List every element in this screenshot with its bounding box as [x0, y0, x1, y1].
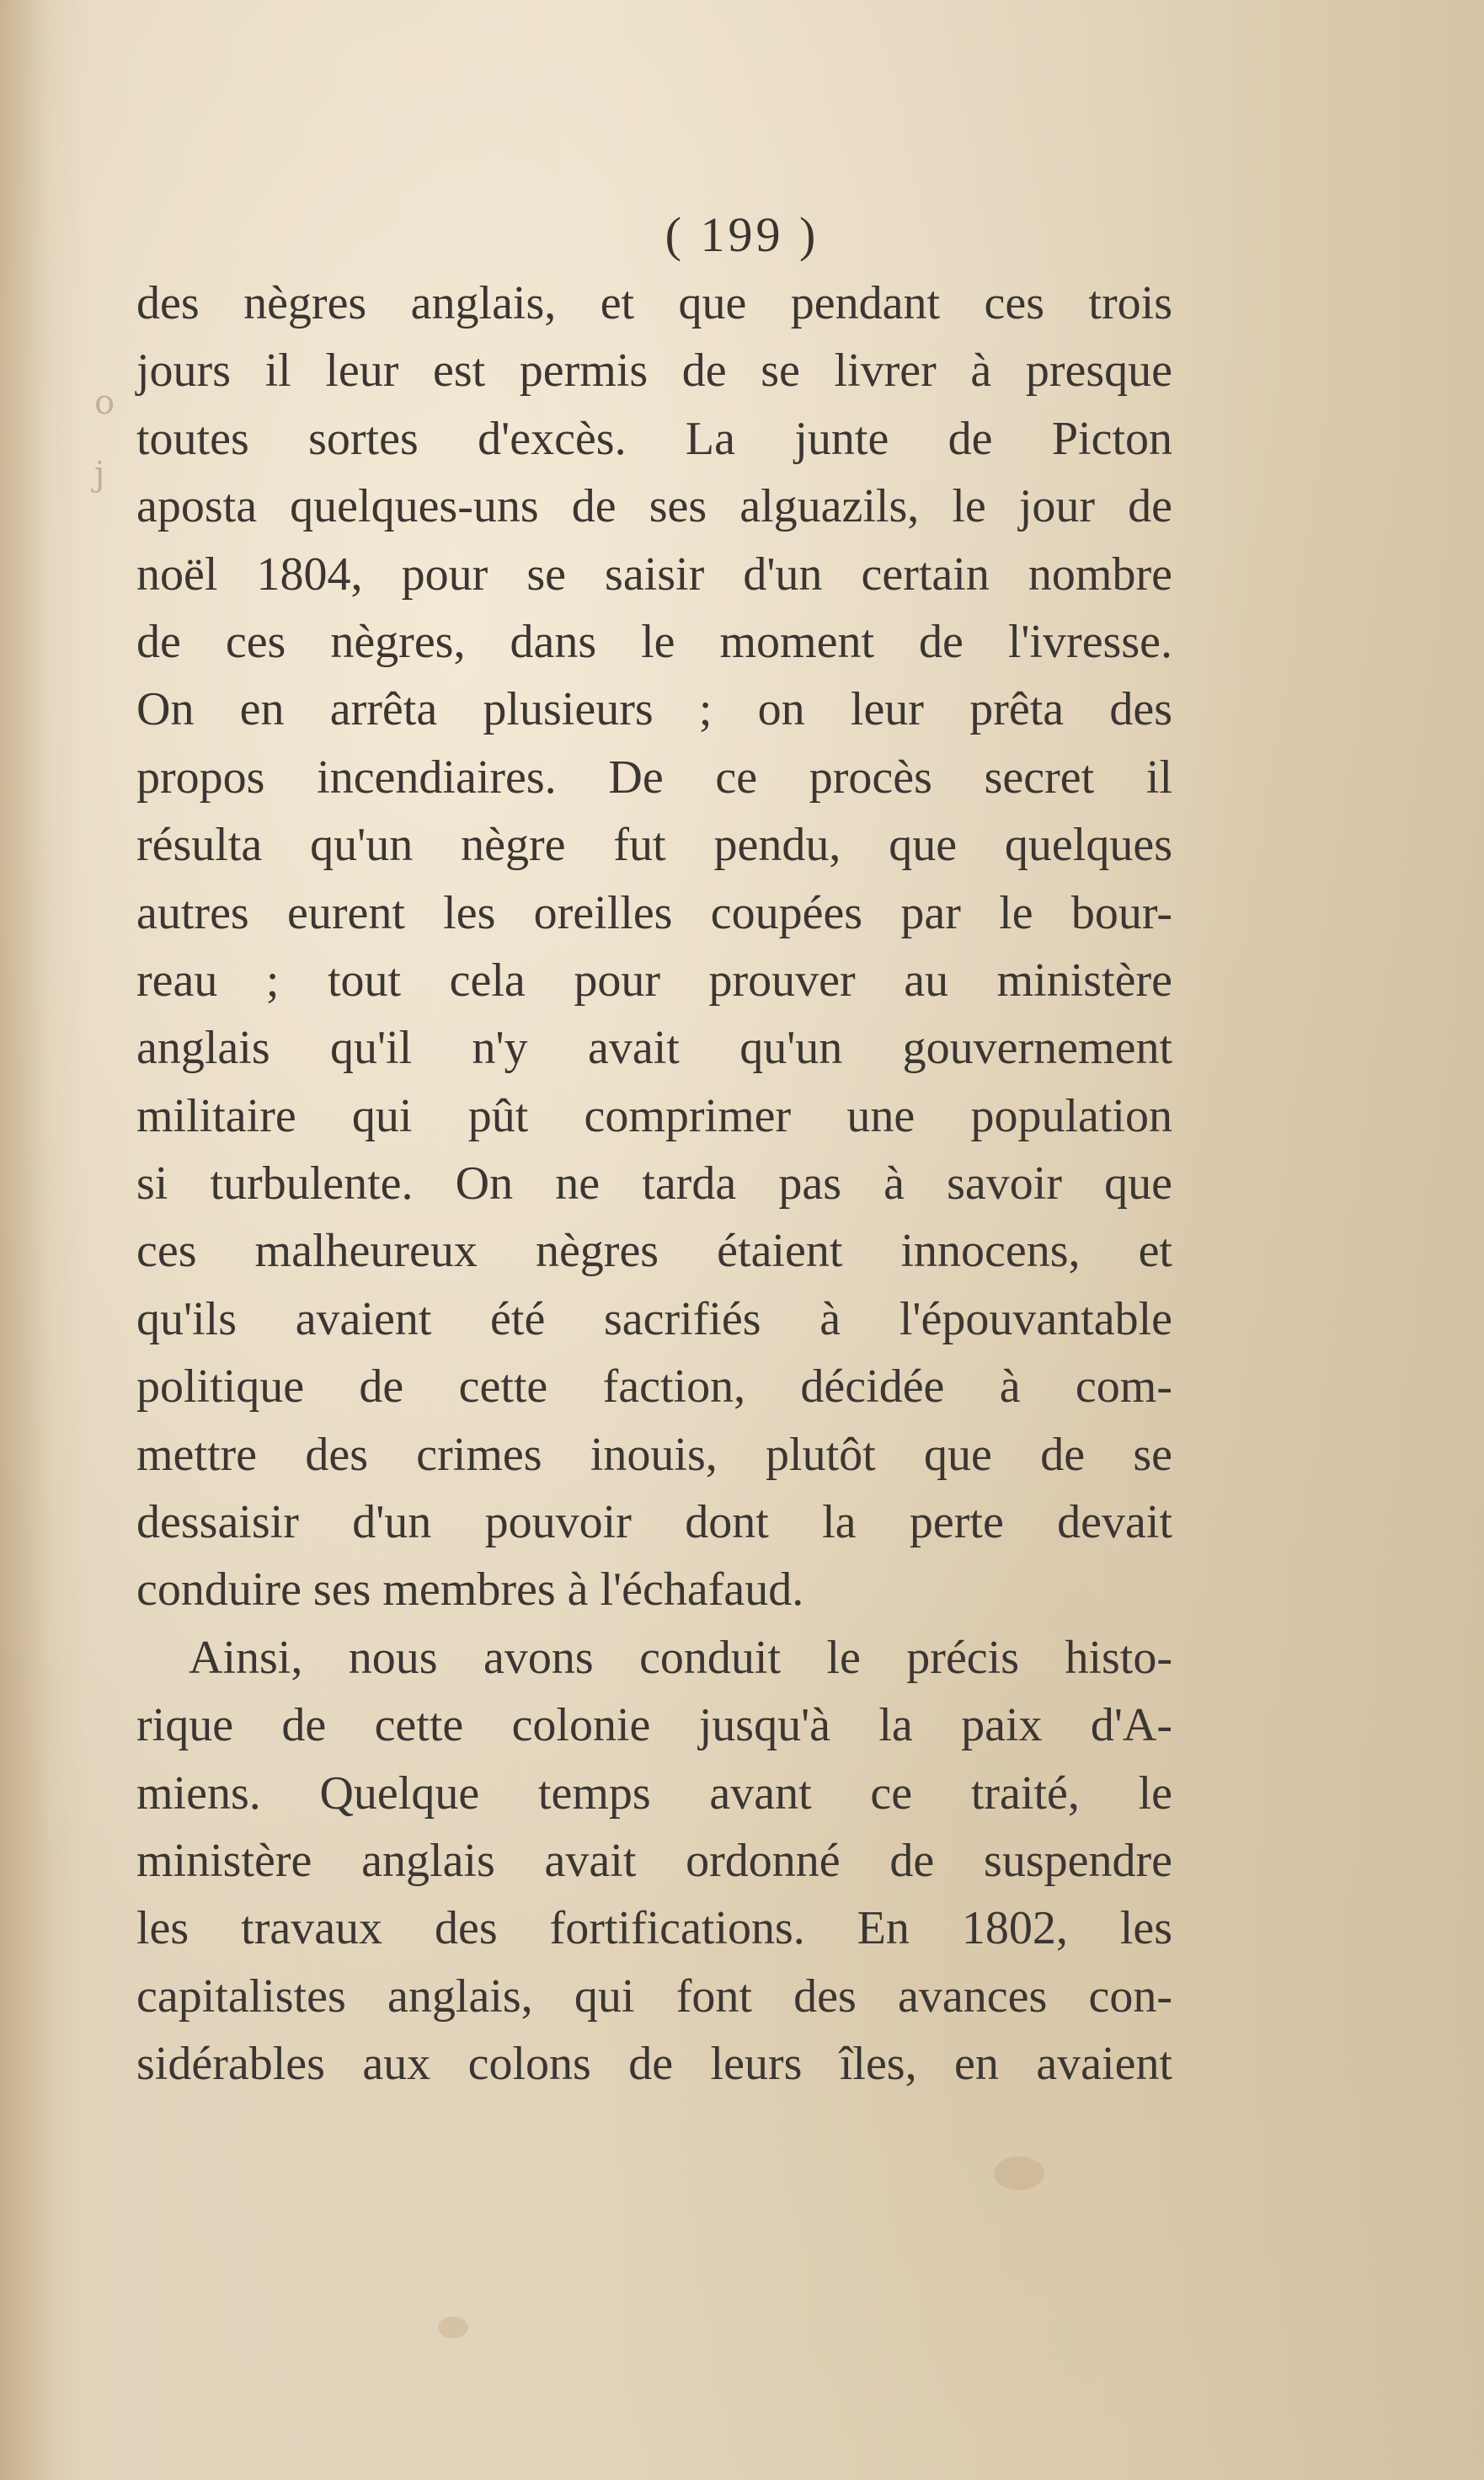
text-line: jours il leur est permis de se livrer à presque [136, 345, 1172, 398]
text-line: toutes sortes d'excès. La junte de Picton [136, 412, 1172, 465]
text-line: aposta quelques-uns de ses alguazils, le jour de [136, 480, 1172, 533]
text-line: si turbulente. On ne tarda pas à savoir que [136, 1157, 1172, 1211]
body-text [136, 270, 1172, 2098]
paragraph [136, 1624, 1172, 2098]
text-line: noël 1804, pour se saisir d'un certain nombre [136, 548, 1172, 601]
foxing-spot [994, 2157, 1044, 2190]
text-line: sidérables aux colons de leurs îles, en avaient [136, 2038, 1172, 2091]
text-line: propos incendiaires. De ce procès secret il [136, 751, 1172, 804]
text-line: ces malheureux nègres étaient innocens, et [136, 1225, 1172, 1278]
text-line: Ainsi, nous avons conduit le précis histo- [189, 1631, 1172, 1684]
bleed-through-mark: o [94, 383, 115, 422]
text-line: capitalistes anglais, qui font des avances con- [136, 1970, 1172, 2023]
text-line: militaire qui pût comprimer une population [136, 1089, 1172, 1142]
bleed-through-mark: j [94, 455, 105, 494]
text-line: rique de cette colonie jusqu'à la paix d'A- [136, 1699, 1172, 1752]
paragraph [136, 270, 1172, 1624]
text-line: reau ; tout cela pour prouver au ministère [136, 954, 1172, 1007]
text-line: ministère anglais avait ordonné de suspendre [136, 1834, 1172, 1887]
page-number: ( 199 ) [665, 207, 819, 262]
text-line: conduire ses membres à l'échafaud. [136, 1563, 804, 1617]
text-line: dessaisir d'un pouvoir dont la perte devait [136, 1496, 1172, 1549]
text-line: de ces nègres, dans le moment de l'ivresse. [136, 615, 1172, 668]
text-line: les travaux des fortifications. En 1802, les [136, 1902, 1172, 1955]
text-line: miens. Quelque temps avant ce traité, le [136, 1766, 1172, 1820]
text-line: On en arrêta plusieurs ; on leur prêta des [136, 683, 1172, 736]
text-line: anglais qu'il n'y avait qu'un gouvernement [136, 1022, 1172, 1075]
text-line: politique de cette faction, décidée à com- [136, 1360, 1172, 1414]
text-line: des nègres anglais, et que pendant ces trois [136, 277, 1172, 329]
page-edge-shadow [0, 0, 51, 2480]
text-line: autres eurent les oreilles coupées par le bour- [136, 886, 1172, 939]
foxing-spot [438, 2317, 468, 2338]
text-line: mettre des crimes inouis, plutôt que de se [136, 1428, 1172, 1481]
text-line: résulta qu'un nègre fut pendu, que quelques [136, 819, 1172, 872]
text-line: qu'ils avaient été sacrifiés à l'épouvantable [136, 1292, 1172, 1345]
